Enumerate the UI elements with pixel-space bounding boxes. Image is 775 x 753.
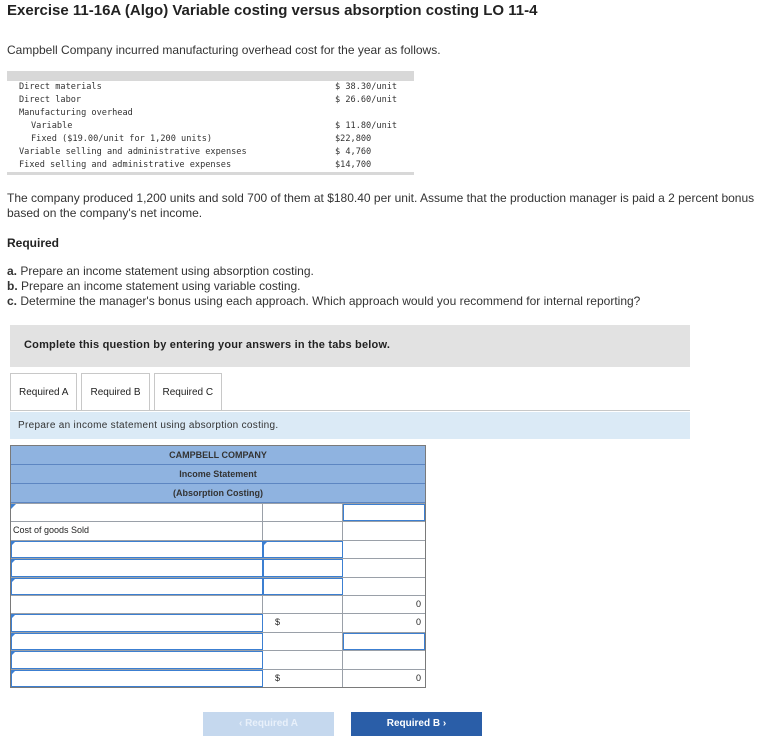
statement-basis: (Absorption Costing) bbox=[11, 484, 425, 503]
statement-name: Income Statement bbox=[11, 465, 425, 484]
amount-cell bbox=[263, 522, 343, 539]
table-row bbox=[11, 558, 425, 576]
line-item-input[interactable] bbox=[11, 578, 263, 595]
cost-row: Direct labor $ 26.60/unit bbox=[19, 95, 398, 105]
problem-paragraph: The company produced 1,200 units and sold 700 of them at $180.40 per unit. Assume that the production manager is paid a 2 percent bonus based on the company's net income. bbox=[7, 191, 755, 220]
label-cell bbox=[11, 596, 263, 613]
amount-input[interactable] bbox=[263, 541, 343, 558]
amount-cell bbox=[263, 504, 343, 521]
cost-row: Manufacturing overhead bbox=[19, 108, 133, 118]
cost-row: Variable selling and administrative expenses $ 4,760 bbox=[19, 147, 372, 157]
table-row bbox=[11, 521, 425, 539]
total-cell bbox=[343, 578, 425, 595]
table-row bbox=[11, 595, 425, 613]
table-row bbox=[11, 650, 425, 668]
amount-cell bbox=[263, 633, 343, 650]
intro-text: Campbell Company incurred manufacturing overhead cost for the year as follows. bbox=[7, 43, 441, 57]
tab-required-b[interactable]: Required B bbox=[81, 373, 149, 411]
line-item-input[interactable] bbox=[11, 559, 263, 576]
cost-row: Fixed ($19.00/unit for 1,200 units) $22,800 bbox=[31, 134, 372, 144]
total-input[interactable] bbox=[343, 504, 425, 521]
amount-cell: $ bbox=[263, 614, 343, 631]
income-statement-table bbox=[10, 445, 426, 688]
amount-input[interactable] bbox=[263, 578, 343, 595]
instructions-banner: Complete this question by entering your answers in the tabs below. bbox=[10, 325, 690, 367]
total-cell bbox=[343, 522, 425, 539]
total-value: 0 bbox=[415, 672, 421, 683]
line-item-input[interactable] bbox=[11, 541, 263, 558]
total-cell bbox=[343, 651, 425, 668]
requirement-b: b. Prepare an income statement using variable costing. bbox=[7, 279, 301, 293]
total-cell bbox=[343, 559, 425, 576]
total-value: 0 bbox=[415, 617, 421, 628]
tab-prompt: Prepare an income statement using absorption costing. bbox=[10, 412, 690, 439]
next-button[interactable]: Required B › bbox=[351, 712, 482, 736]
exercise-title: Exercise 11-16A (Algo) Variable costing versus absorption costing LO 11-4 bbox=[7, 2, 538, 19]
table-row bbox=[11, 540, 425, 558]
cost-row: Variable $ 11.80/unit bbox=[31, 121, 398, 131]
tab-required-a[interactable]: Required A bbox=[10, 373, 77, 411]
table-row bbox=[11, 503, 425, 521]
total-input[interactable] bbox=[343, 633, 425, 650]
table-row bbox=[11, 613, 425, 631]
cost-row: Direct materials $ 38.30/unit bbox=[19, 82, 398, 92]
cost-data-table bbox=[7, 71, 414, 175]
requirements-list bbox=[7, 264, 640, 309]
prev-button[interactable]: ‹ Required A bbox=[203, 712, 334, 736]
table-row bbox=[11, 669, 425, 687]
table-row bbox=[11, 632, 425, 650]
required-heading: Required bbox=[7, 236, 60, 250]
cost-row: Fixed selling and administrative expenses $14,700 bbox=[19, 160, 372, 170]
requirement-a: a. Prepare an income statement using absorption costing. bbox=[7, 264, 314, 278]
amount-cell: $ bbox=[263, 670, 343, 687]
tab-bar bbox=[10, 373, 226, 411]
amount-input[interactable] bbox=[263, 559, 343, 576]
line-item-input[interactable] bbox=[11, 504, 263, 521]
line-item-input[interactable] bbox=[11, 651, 263, 668]
cogs-label: Cost of goods Sold bbox=[11, 522, 263, 539]
amount-cell bbox=[263, 651, 343, 668]
line-item-input[interactable] bbox=[11, 614, 263, 631]
line-item-input[interactable] bbox=[11, 633, 263, 650]
table-row bbox=[11, 577, 425, 595]
requirement-c: c. Determine the manager's bonus using each approach. Which approach would you recommend for internal reporting? bbox=[7, 294, 641, 308]
company-name: CAMPBELL COMPANY bbox=[11, 446, 425, 465]
tab-divider bbox=[10, 410, 690, 411]
line-item-input[interactable] bbox=[11, 670, 263, 687]
tab-required-c[interactable]: Required C bbox=[154, 373, 223, 411]
amount-cell bbox=[263, 596, 343, 613]
total-value: 0 bbox=[415, 598, 421, 609]
total-cell bbox=[343, 541, 425, 558]
